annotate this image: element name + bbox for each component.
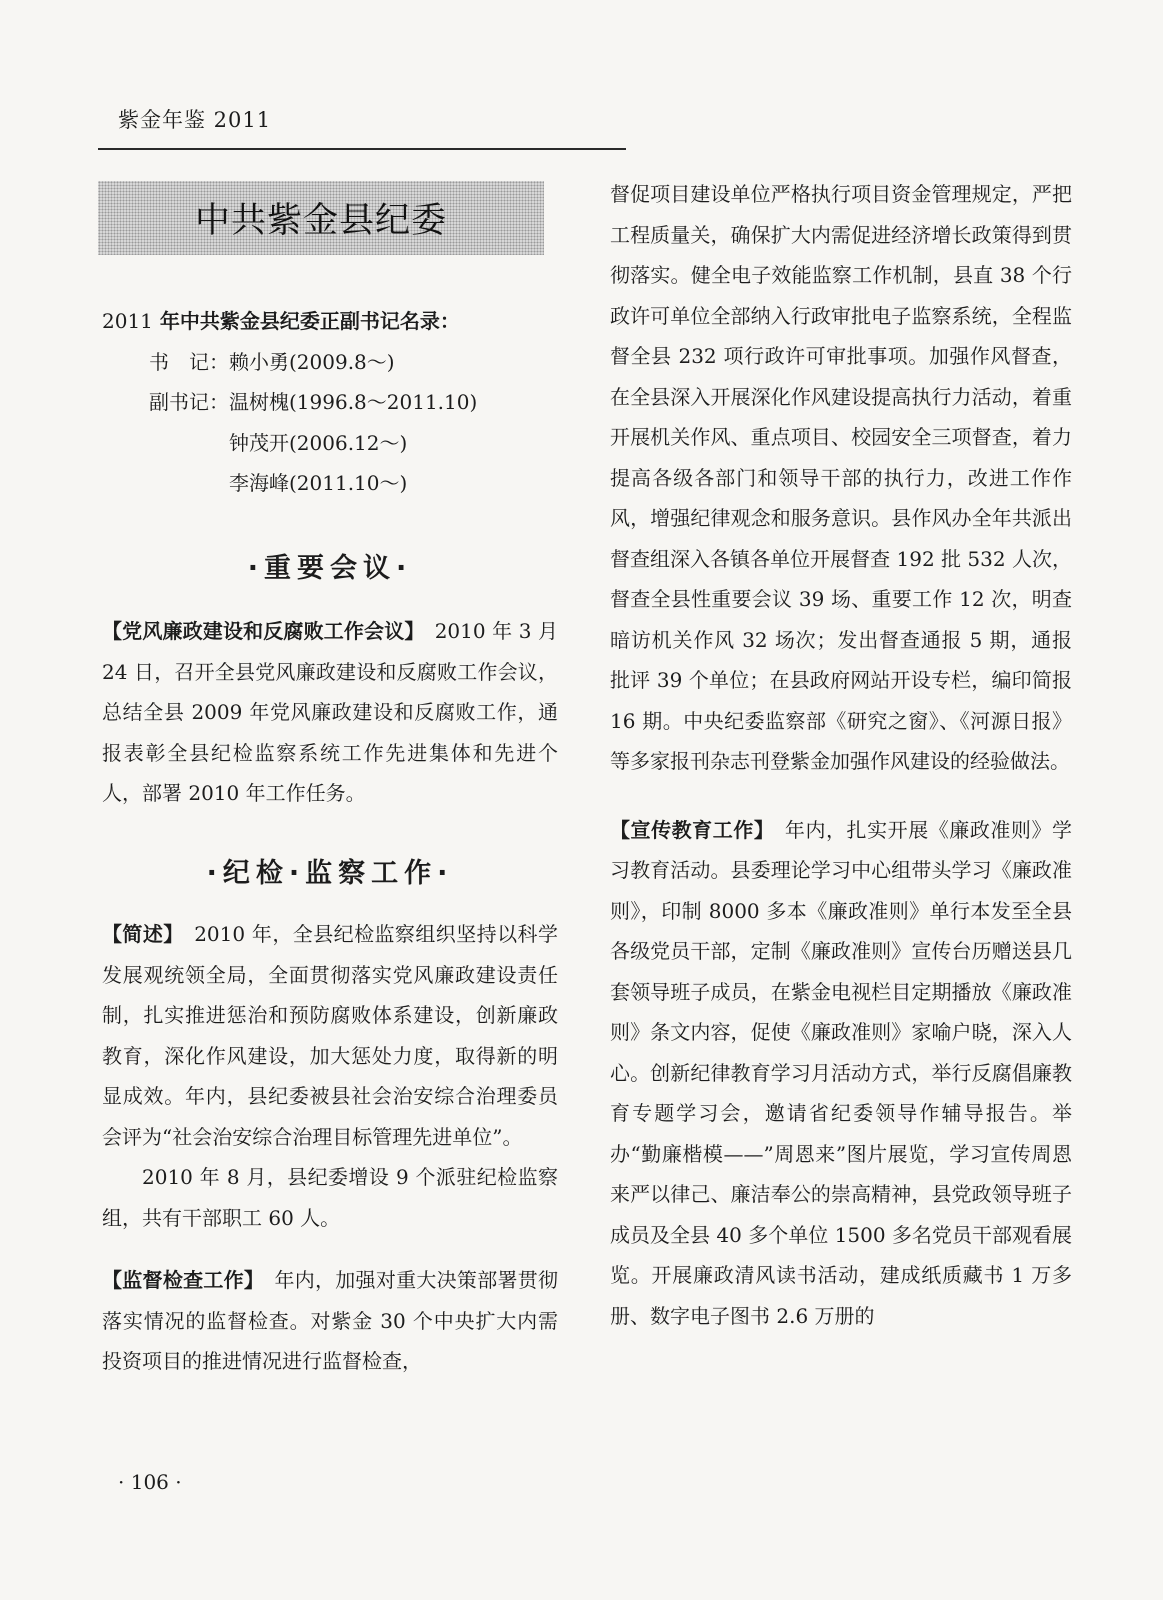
meeting-entry-label: 【党风廉政建设和反腐败工作会议】 [102, 619, 415, 643]
supervision-text: 年内，加强对重大决策部署贯彻落实情况的监督检查。对紫金 30 个中央扩大内需投资项目的推进情况进行监督检查， [102, 1268, 559, 1373]
roster-list [102, 342, 558, 504]
chapter-title: 中共紫金县纪委 [194, 201, 447, 241]
roster-title-text: 年中共紫金县纪委正副书记名录： [159, 309, 460, 333]
summary-paragraph-2: 2010 年 8 月，县纪委增设 9 个派驻纪检监察组，共有干部职工 60 人。 [102, 1165, 558, 1230]
meeting-entry [102, 611, 558, 814]
meeting-entry-text: 2010 年 3 月 24 日，召开全县党风廉政建设和反腐败工作会议，总结全县 2009 年党风廉政建设和反腐败工作，通报表彰全县纪检监察系统工作先进集体和先进个人，部署 2010 年工作任务。 [102, 619, 559, 805]
education-entry [610, 810, 1072, 1337]
chapter-title-box [98, 181, 544, 255]
left-column [102, 301, 558, 1382]
header-rule [98, 148, 626, 150]
summary-label: 【简述】 [102, 922, 174, 946]
supervision-continued: 督促项目建设单位严格执行项目资金管理规定，严把工程质量关，确保扩大内需促进经济增长政策得到贯彻落实。健全电子效能监察工作机制，县直 38 个行政许可单位全部纳入行政审批电子监察系统，全程监督全县 232 项行政许可审批事项。加强作风督查，在全县深入开展深化作风建设提高执行力活动，着重开展机关作风、重点项目、校园安全三项督查，着力提高各级各部门和领导干部的执行力，改进工作作风，增强纪律观念和服务意识。县作风办全年共派出督查组深入各镇各单位开展督查 192 批 532 人次，督查全县性重要会议 39 场、重要工作 12 次，明查暗访机关作风 32 场次；发出督查通报 5 期，通报批评 39 个单位；在县政府网站开设专栏，编印简报 16 期。中央纪委监察部《研究之窗》、《河源日报》等多家报刊杂志刊登紫金加强作风建设的经验做法。 [610, 182, 1072, 773]
summary-entry [102, 914, 558, 1157]
roster-row: 副书记：温树槐(1996.8～2011.10) [149, 390, 478, 414]
roster-row: 钟茂开(2006.12～) [229, 430, 408, 455]
supervision-label: 【监督检查工作】 [102, 1268, 255, 1292]
roster-row: 李海峰(2011.10～) [229, 471, 408, 495]
roster-row: 书 记：赖小勇(2009.8～) [149, 349, 395, 374]
supervision-entry [102, 1260, 558, 1382]
roster-year: 2011 [102, 309, 153, 333]
summary-text: 2010 年，全县纪检监察组织坚持以科学发展观统领全局，全面贯彻落实党风廉政建设责任制，扎实推进惩治和预防腐败体系建设，创新廉政教育，深化作风建设，加大惩处力度，取得新的明显成效。年内，县纪委被县社会治安综合治理委员会评为“社会治安综合治理目标管理先进单位”。 [102, 922, 558, 1149]
section-heading-discipline: ·纪检·监察工作· [206, 857, 454, 889]
roster-title [102, 301, 558, 342]
right-column [610, 174, 1072, 1336]
page-number: · 106 · [118, 1470, 182, 1494]
running-header: 紫金年鉴 2011 [118, 108, 272, 132]
education-label: 【宣传教育工作】 [610, 817, 765, 842]
section-heading-meetings: ·重要会议· [247, 552, 413, 584]
education-text: 年内，扎实开展《廉政准则》学习教育活动。县委理论学习中心组带头学习《廉政准则》，印制 8000 多本《廉政准则》单行本发至全县各级党员干部，定制《廉政准则》宣传台历赠送县几套领导班子成员，在紫金电视栏目定期播放《廉政准则》条文内容，促使《廉政准则》家喻户晓，深入人心。创新纪律教育学习月活动方式，举行反腐倡廉教育专题学习会，邀请省纪委领导作辅导报告。举办“勤廉楷模——”周恩来”图片展览，学习宣传周恩来严以律己、廉洁奉公的崇高精神，县党政领导班子成员及全县 40 多个单位 1500 多名党员干部观看展览。开展廉政清风读书活动，建成纸质藏书 1 万多册、数字电子图书 2.6 万册的 [610, 817, 1073, 1328]
